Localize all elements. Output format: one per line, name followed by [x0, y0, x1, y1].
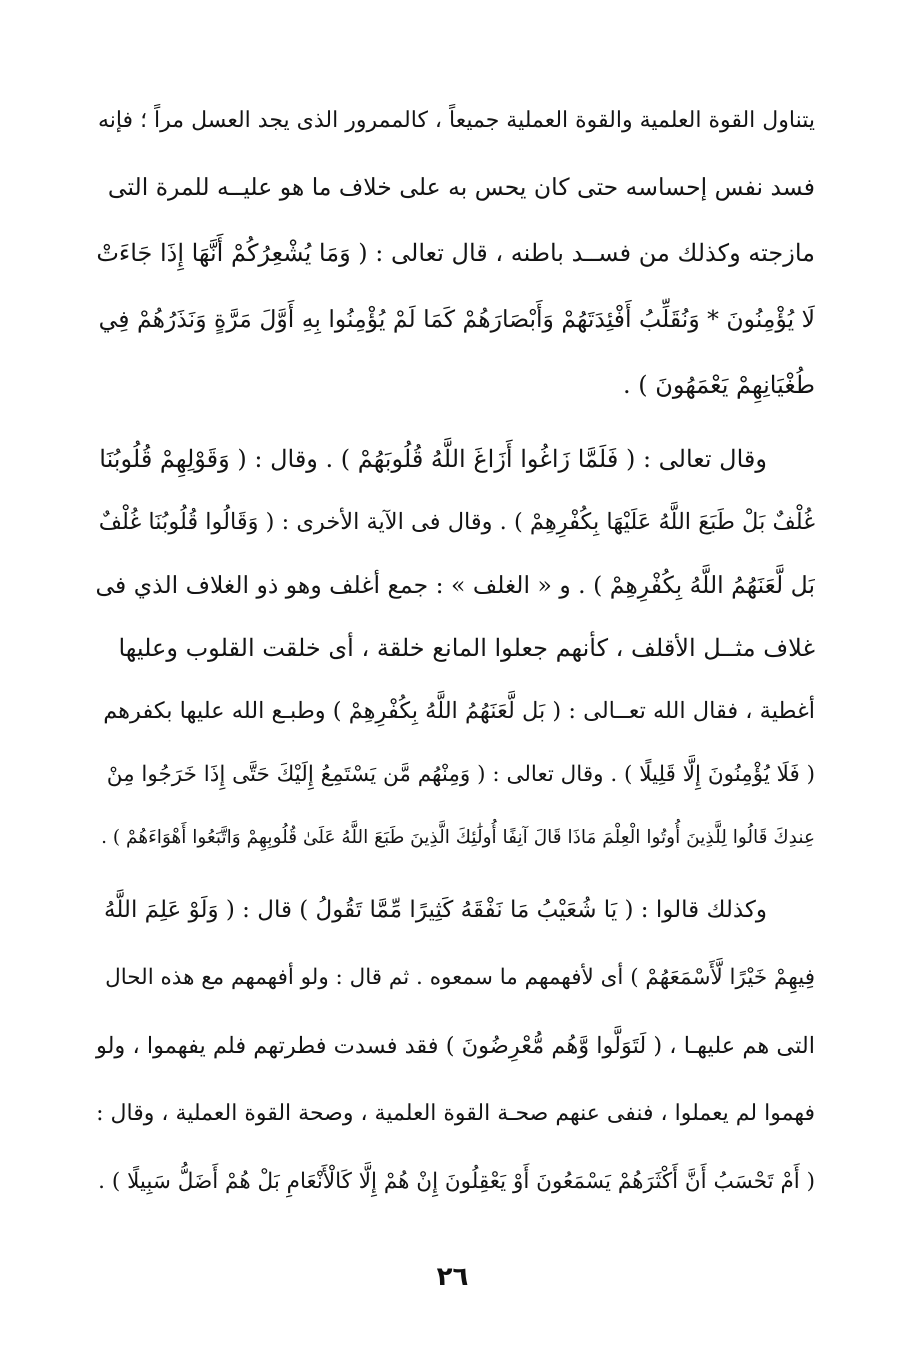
text-line: فهموا لم يعملوا ، فنفى عنهم صحـة القوة العلمية ، وصحة القوة العملية ، وقال : [96, 1101, 815, 1126]
text-line: طُغْيَانِهِمْ يَعْمَهُونَ ) . [622, 371, 815, 399]
text-line: فِيهِمْ خَيْرًا لَّأَسْمَعَهُمْ ) أى لأفهمهم ما سمعوه . ثم قال : ولو أفهمهم مع هذه الحال [105, 965, 815, 990]
text-line: لَا يُؤْمِنُونَ * وَنُقَلِّبُ أَفْئِدَتَهُمْ وَأَبْصَارَهُمْ كَمَا لَمْ يُؤْمِنُوا بِهِ أَوَّلَ مَرَّةٍ وَنَذَرُهُمْ فِي [98, 305, 815, 333]
text-line: ( فَلَا يُؤْمِنُونَ إِلَّا قَلِيلًا ) . وقال تعالى : ( وَمِنْهُم مَّن يَسْتَمِعُ إِلَيْكَ حَتَّى إِذَا خَرَجُوا مِنْ [106, 762, 815, 787]
paragraph-3 [95, 876, 815, 1216]
text-line: وكذلك قالوا : ( يَا شُعَيْبُ مَا نَفْقَهُ كَثِيرًا مِّمَّا تَقُولُ ) قال : ( وَلَوْ عَلِمَ اللَّهُ [103, 897, 767, 923]
paragraph-2 [95, 428, 815, 869]
text-line: ( أَمْ تَحْسَبُ أَنَّ أَكْثَرَهُمْ يَسْمَعُونَ أَوْ يَعْقِلُونَ إِنْ هُمْ إِلَّا كَالْأَنْعَامِ بَلْ هُمْ أَضَلُّ سَبِيلًا ) . [98, 1169, 815, 1194]
text-line: فسد نفس إحساسه حتى كان يحس به على خلاف ما هو عليــه للمرة التى [107, 173, 815, 201]
text-line: بَل لَّعَنَهُمُ اللَّهُ بِكُفْرِهِمْ ) . و « الغلف » : جمع أغلف وهو ذو الغلاف الذي فى [95, 571, 815, 599]
text-line: غُلْفٌ بَلْ طَبَعَ اللَّهُ عَلَيْهَا بِكُفْرِهِمْ ) . وقال فى الآية الأخرى : ( وَقَالُوا قُلُوبُنَا غُلْفٌ [98, 509, 815, 535]
page-number: ٢٦ [436, 1262, 469, 1292]
text-line: وقال تعالى : ( فَلَمَّا زَاغُوا أَزَاغَ اللَّهُ قُلُوبَهُمْ ) . وقال : ( وَقَوْلِهِمْ قُلُوبُنَا [99, 445, 767, 473]
text-line: عِندِكَ قَالُوا لِلَّذِينَ أُوتُوا الْعِلْمَ مَاذَا قَالَ آنِفًا أُولَٰئِكَ الَّذِينَ طَبَعَ اللَّهُ عَلَىٰ قُلُوبِهِمْ وَاتَّبَعُوا أَهْوَاءَهُمْ ) . [101, 827, 815, 848]
text-line: مازجته وكذلك من فســد باطنه ، قال تعالى : ( وَمَا يُشْعِرُكُمْ أَنَّهَا إِذَا جَاءَتْ [96, 239, 815, 267]
text-line: أغطية ، فقال الله تعــالى : ( بَل لَّعَنَهُمُ اللَّهُ بِكُفْرِهِمْ ) وطبـع الله عليها بكفرهم [103, 698, 815, 724]
text-line: غلاف مثــل الأقلف ، كأنهم جعلوا المانع خلقة ، أى خلقت القلوب وعليها [118, 634, 815, 662]
text-line: التى هم عليهـا ، ( لَتَوَلَّوا وَّهُم مُّعْرِضُونَ ) فقد فسدت فطرتهم فلم يفهموا ، ولو [95, 1033, 815, 1059]
text-line: يتناول القوة العلمية والقوة العملية جميعاً ، كالممرور الذى يجد العسل مراً ؛ فإنه [97, 108, 815, 133]
paragraph-1 [95, 88, 815, 418]
